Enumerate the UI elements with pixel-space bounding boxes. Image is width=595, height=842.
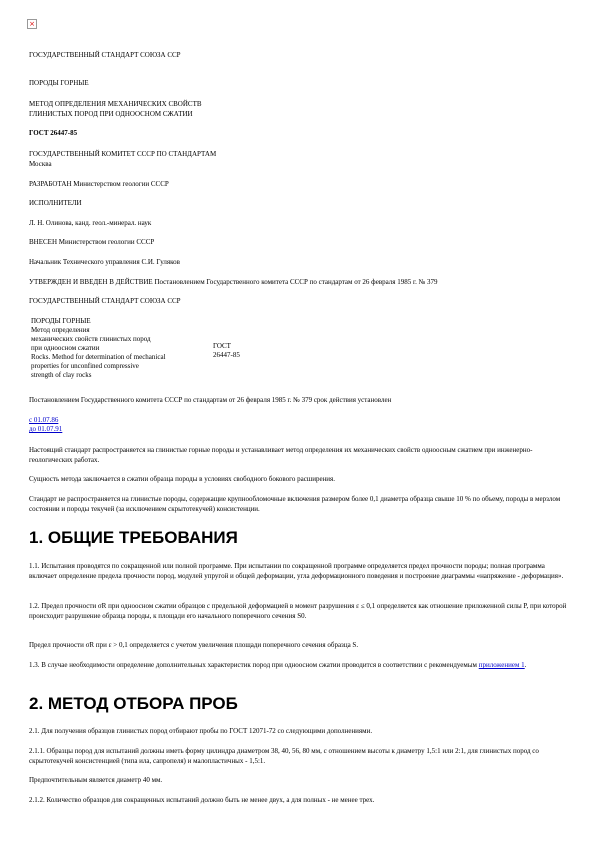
- section-1-3-end: .: [524, 661, 527, 669]
- header-title-2: ГОСУДАРСТВЕННЫЙ СТАНДАРТ СОЮЗА ССР: [29, 297, 181, 305]
- date-from-link[interactable]: с 01.07.86: [29, 416, 59, 424]
- gost-number: ГОСТ 26447-85: [29, 129, 78, 137]
- date-to-link[interactable]: до 01.07.91: [29, 425, 63, 433]
- method-essence-paragraph: Сущность метода заключается в сжатии образца породы в условиях свободного бокового расширения.: [29, 475, 336, 483]
- committee-line1: ГОСУДАРСТВЕННЫЙ КОМИТЕТ СССР ПО СТАНДАРТАМ: [29, 150, 217, 158]
- document-title-line2: ГЛИНИСТЫХ ПОРОД ПРИ ОДНООСНОМ СЖАТИИ: [29, 110, 193, 118]
- box-line: при одноосном сжатии: [31, 344, 100, 352]
- box-line: Метод определения: [31, 326, 90, 334]
- box-line: properties for unconfined compressive: [31, 362, 139, 370]
- box-line: Rocks. Method for determination of mechanical: [31, 353, 166, 361]
- standard-title-box: [31, 317, 211, 380]
- broken-image-icon: ×: [27, 19, 37, 29]
- department-head: Начальник Технического управления С.И. Гуляков: [29, 258, 180, 266]
- section-1-heading: 1. ОБЩИЕ ТРЕБОВАНИЯ: [29, 528, 238, 547]
- exclusions-paragraph: Стандарт не распространяется на глинистые породы, содержащие крупнообломочные включения размером более 0,1 диаметра образца свыше 10 % по объему, породы в мерзлом состоянии и породы текучей (за исключением скрытотекучей) консистенции.: [29, 495, 561, 513]
- executors-label: ИСПОЛНИТЕЛИ: [29, 199, 82, 207]
- section-2-1-2: 2.1.2. Количество образцов для сокращенных испытаний должно быть не менее двух, а для полных - не менее трех.: [29, 796, 375, 804]
- box-line: strength of clay rocks: [31, 371, 92, 379]
- box-line: ПОРОДЫ ГОРНЫЕ: [31, 317, 91, 325]
- scope-paragraph: Настоящий стандарт распространяется на глинистые горные породы и устанавливает метод определения их механических свойств одноосным сжатием при инженерно-геологических работах.: [29, 446, 533, 464]
- section-1-3-text: 1.3. В случае необходимости определение дополнительных характеристик пород при одноосном сжатии проводится в соответствии с рекомендуемым: [29, 661, 479, 669]
- appendix-1-link[interactable]: приложением 1: [478, 661, 525, 669]
- developed-by: РАЗРАБОТАН Министерством геологии СССР: [29, 180, 169, 188]
- box-gost-label: ГОСТ: [213, 342, 231, 350]
- executors: Л. Н. Олинова, канд. геол.-минерал. наук: [29, 219, 152, 227]
- document-title-line1: МЕТОД ОПРЕДЕЛЕНИЯ МЕХАНИЧЕСКИХ СВОЙСТВ: [29, 100, 202, 108]
- category-title: ПОРОДЫ ГОРНЫЕ: [29, 79, 89, 87]
- preferred-diameter: Предпочтительным является диаметр 40 мм.: [29, 776, 163, 784]
- resolution-text: Постановлением Государственного комитета СССР по стандартам от 26 февраля 1985 г. № 379 срок действия установлен: [29, 396, 392, 404]
- box-line: механических свойств глинистых пород: [31, 335, 151, 343]
- box-gost-number: 26447-85: [213, 351, 240, 359]
- introduced-by: ВНЕСЕН Министерством геологии СССР: [29, 238, 155, 246]
- section-1-2-note: Предел прочности σR при ε > 0,1 определяется с учетом увеличения площади поперечного сечения образца S.: [29, 641, 359, 649]
- section-2-1: 2.1. Для получения образцов глинистых пород отбирают пробы по ГОСТ 12071-72 со следующими дополнениями.: [29, 727, 373, 735]
- section-2-1-1: 2.1.1. Образцы пород для испытаний должны иметь форму цилиндра диаметром 38, 40, 56, 80 мм, с отношением высоты к диаметру 1,5:1 или 2:1, для глинистых пород со скрытотекучей консистенцией (типа ила, сапропеля) и малопластичных - 1,5:1.: [29, 747, 539, 765]
- committee-line2: Москва: [29, 160, 52, 168]
- header-title: ГОСУДАРСТВЕННЫЙ СТАНДАРТ СОЮЗА ССР: [29, 51, 181, 59]
- approved-statement: УТВЕРЖДЕН И ВВЕДЕН В ДЕЙСТВИЕ Постановлением Государственного комитета СССР по стандартам от 26 февраля 1985 г. № 379: [29, 278, 438, 286]
- section-1-2: 1.2. Предел прочности σR при одноосном сжатии образцов с предельной деформацией в момент разрушения ε ≤ 0,1 определяется как отношение приложенной силы P, при которой происходит разрушение образца породы, к площади его начального поперечного сечения S0.: [29, 602, 567, 620]
- section-1-3: [29, 660, 569, 670]
- section-2-heading: 2. МЕТОД ОТБОРА ПРОБ: [29, 694, 238, 713]
- section-1-1: 1.1. Испытания проводятся по сокращенной или полной программе. При испытании по сокращенной программе определяется предел прочности породы; полная программа включает определение предела прочности пород, модулей упругой и общей деформации, угла деформационного поведения и построение диаграммы «напряжение - деформация».: [29, 562, 564, 580]
